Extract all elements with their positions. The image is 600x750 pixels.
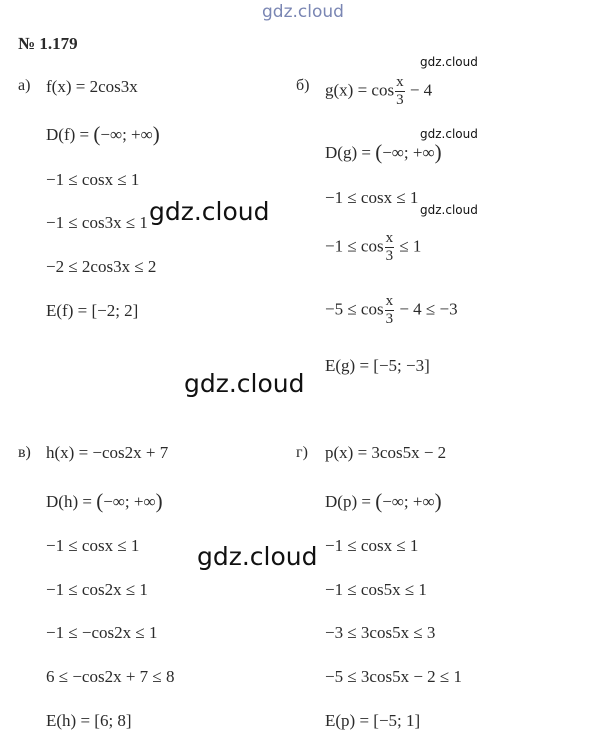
domain-label: D(h) = [46, 492, 97, 511]
domain-interval: −∞; +∞ [382, 143, 435, 162]
domain-label: D(p) = [325, 492, 376, 511]
part-b-range: E(g) = [−5; −3] [325, 356, 430, 375]
fraction-x-over-3: $\frac{x}{3}$ [385, 293, 394, 327]
part-a-step-3: −2 ≤ 2cos3x ≤ 2 [46, 257, 157, 276]
part-b-step-2: −1 ≤ cos $\frac{x}{3}$ ≤ 1 [325, 230, 422, 264]
watermark-small: gdz.cloud [420, 127, 478, 141]
domain-interval: −∞; +∞ [103, 492, 156, 511]
part-b-marker: б) [296, 77, 310, 94]
problem-number: № 1.179 [18, 34, 78, 53]
part-d-domain: D(p) = (−∞; +∞) [325, 489, 442, 513]
part-d-step-1: −1 ≤ cosx ≤ 1 [325, 536, 419, 555]
part-a-domain: D(f) = (−∞; +∞) [46, 122, 160, 146]
part-c-domain: D(h) = (−∞; +∞) [46, 489, 163, 513]
part-d-step-4: −5 ≤ 3cos5x − 2 ≤ 1 [325, 667, 462, 686]
part-c-step-2: −1 ≤ cos2x ≤ 1 [46, 580, 148, 599]
watermark-top: gdz.cloud [262, 2, 344, 22]
part-a-step-1: −1 ≤ cosx ≤ 1 [46, 170, 140, 189]
part-d-function: p(x) = 3cos5x − 2 [325, 443, 447, 462]
part-a-range: E(f) = [−2; 2] [46, 301, 139, 320]
domain-label: D(g) = [325, 143, 376, 162]
part-d-marker: г) [296, 444, 308, 461]
part-c-range: E(h) = [6; 8] [46, 711, 132, 730]
part-a-function: f(x) = 2cos3x [46, 77, 138, 96]
part-c-step-4: 6 ≤ −cos2x + 7 ≤ 8 [46, 667, 175, 686]
domain-interval: −∞; +∞ [100, 125, 153, 144]
part-d-range: E(p) = [−5; 1] [325, 711, 421, 730]
watermark-small: gdz.cloud [420, 55, 478, 69]
domain-label: D(f) = [46, 125, 94, 144]
part-c-step-1: −1 ≤ cosx ≤ 1 [46, 536, 140, 555]
part-c-step-3: −1 ≤ −cos2x ≤ 1 [46, 623, 158, 642]
part-a-step-2: −1 ≤ cos3x ≤ 1 [46, 213, 148, 232]
watermark-large: gdz.cloud [184, 369, 305, 398]
part-c-marker: в) [18, 444, 31, 461]
part-c-function: h(x) = −cos2x + 7 [46, 443, 169, 462]
domain-interval: −∞; +∞ [382, 492, 435, 511]
watermark-large: gdz.cloud [149, 197, 270, 226]
part-d-step-3: −3 ≤ 3cos5x ≤ 3 [325, 623, 436, 642]
watermark-large: gdz.cloud [197, 542, 318, 571]
fraction-x-over-3: $\frac{x}{3}$ [385, 230, 394, 264]
watermark-small: gdz.cloud [420, 203, 478, 217]
part-b-step-1: −1 ≤ cosx ≤ 1 [325, 188, 419, 207]
part-b-step-3: −5 ≤ cos $\frac{x}{3}$ − 4 ≤ −3 [325, 293, 458, 327]
part-d-step-2: −1 ≤ cos5x ≤ 1 [325, 580, 427, 599]
part-b-function: g(x) = cos $\frac{x}{3}$ − 4 [325, 74, 433, 108]
part-b-domain: D(g) = (−∞; +∞) [325, 140, 442, 164]
part-a-marker: а) [18, 77, 31, 94]
fraction-x-over-3: $\frac{x}{3}$ [396, 74, 404, 108]
